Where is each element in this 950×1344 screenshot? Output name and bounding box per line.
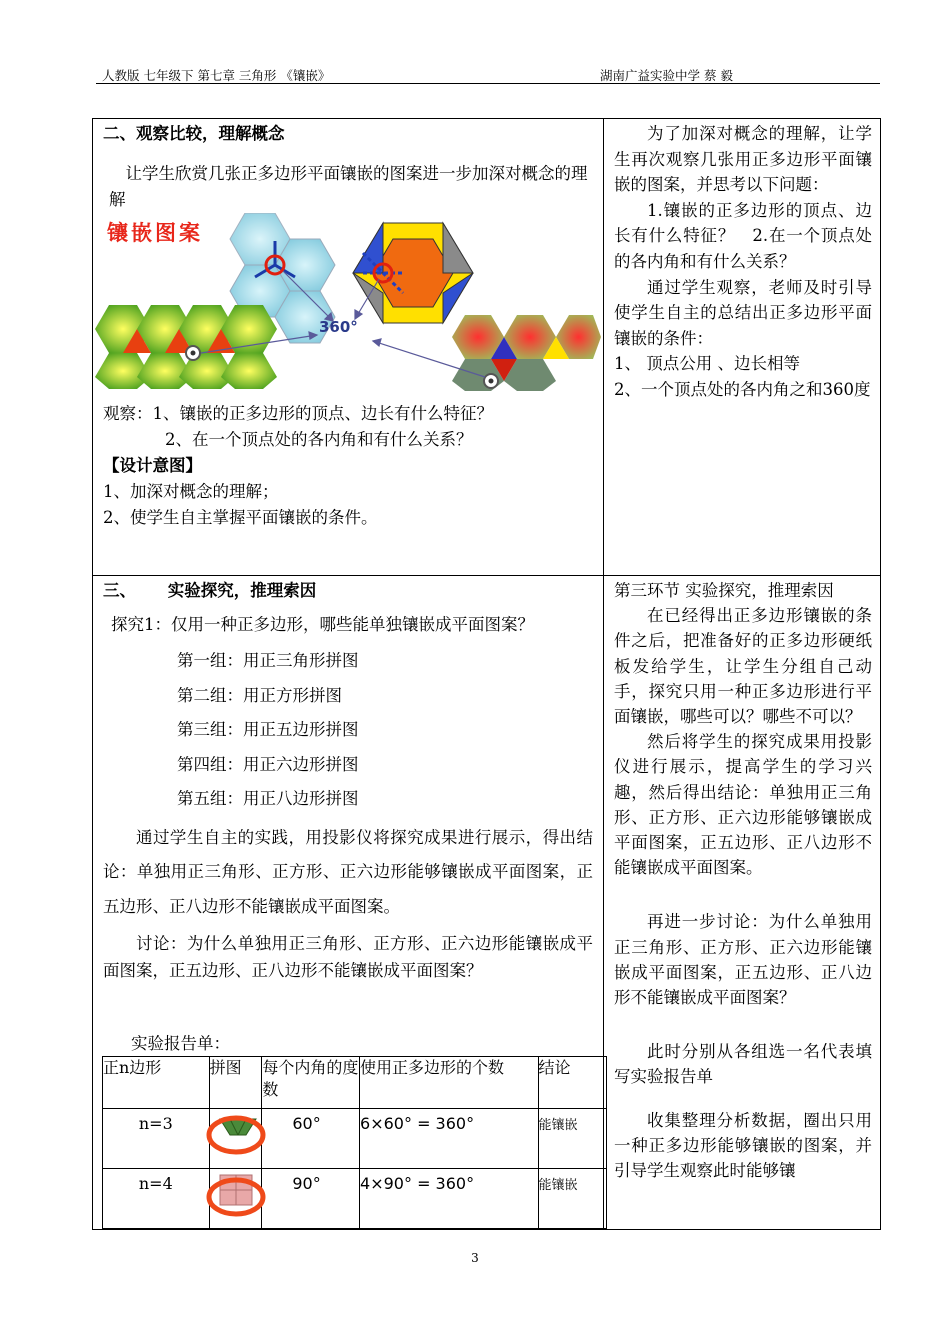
report-title: 实验报告单： [131, 1034, 230, 1053]
header-rule [96, 83, 880, 84]
green-hexagon-pattern [95, 305, 277, 389]
section3-cell [93, 576, 604, 1230]
triangle-tile-icon [206, 1113, 270, 1163]
report-n3: n=3 [103, 1109, 210, 1169]
report-h-count: 使用正多边形的个数 [360, 1057, 538, 1109]
header-left: 人教版 七年级下 第七章 三角形 《镶嵌》 [102, 68, 331, 83]
section2-intro: 让学生欣赏几张正多边形平面镶嵌的图案进一步加深对概念的理解 [109, 164, 588, 209]
group-list [93, 638, 603, 817]
report-row-4 [103, 1169, 607, 1229]
row-section-2 [93, 119, 881, 576]
section2-notes [604, 119, 881, 576]
triangle-hexagon-pattern [353, 223, 473, 323]
observe-1: 观察：1、镶嵌的正多边形的顶点、边长有什么特征？ [103, 404, 493, 423]
report-result3: 能镶嵌 [538, 1109, 607, 1169]
section3-title-text: 实验探究，推理索因 [167, 581, 317, 600]
section3-num: 三、 [103, 581, 136, 600]
report-tile-triangle [209, 1109, 262, 1169]
report-table [102, 1056, 607, 1229]
square-tile-icon [206, 1171, 270, 1227]
report-h-angle: 每个内角的度数 [262, 1057, 360, 1109]
notes2-p1: 为了加深对概念的理解，让学生再次观察几张用正多边形平面镶嵌的图案，并思考以下问题： [614, 124, 872, 195]
page-header [96, 66, 880, 84]
notes2-p4: 1、 顶点公用 、边长相等 [614, 354, 800, 374]
report-angle4: 90° [262, 1169, 360, 1229]
design-1: 1、加深对概念的理解； [103, 482, 279, 501]
report-n4: n=4 [103, 1169, 210, 1229]
report-count4: 4×90° = 360° [360, 1169, 538, 1229]
notes2-p3: 通过学生观察，老师及时引导使学生自主的总结出正多边形平面镶嵌的条件： [614, 277, 872, 348]
notes3-p1: 在已经得出正多边形镶嵌的条件之后，把准备好的正多边形硬纸板发给学生，让学生分组自己动手，探究只用一种正多边形进行平面镶嵌，哪些可以？哪些不可以？ [614, 606, 872, 727]
notes3-p4: 此时分别从各组选一名代表填写实验报告单 [614, 1042, 872, 1087]
report-h-result: 结论 [538, 1057, 607, 1109]
group-5: 第五组：用正八边形拼图 [177, 789, 359, 808]
group-2: 第二组：用正方形拼图 [177, 685, 342, 705]
report-angle3: 60° [262, 1109, 360, 1169]
notes3-p3: 再进一步讨论：为什么单独用正三角形、正方形、正六边形能镶嵌成平面图案，正五边形、正八边形不能镶嵌成平面图案？ [614, 912, 872, 1008]
report-count3: 6×60° = 360° [360, 1109, 538, 1169]
section2-title: 二、观察比较，理解概念 [103, 124, 285, 143]
lesson-table [92, 118, 881, 1230]
report-row-3 [103, 1109, 607, 1169]
report-result4: 能镶嵌 [538, 1169, 607, 1229]
report-h-n: 正n边形 [103, 1057, 210, 1109]
group-3: 第三组：用正五边形拼图 [177, 720, 359, 739]
red-hexagon-pattern [452, 315, 601, 391]
section3-notes [604, 576, 881, 1230]
notes3-p2: 然后将学生的探究成果用投影仪进行展示，提高学生的学习兴趣，然后得出结论：单独用正三角形、正方形、正六边形能够镶嵌成平面图案，正五边形、正八边形不能镶嵌成平面图案。 [614, 732, 872, 878]
notes2-p5: 2、一个顶点处的各内角之和360度 [614, 379, 871, 399]
group-4: 第四组：用正六边形拼图 [177, 754, 359, 774]
design-2: 2、使学生自主掌握平面镶嵌的条件。 [103, 508, 378, 527]
report-header-row [103, 1057, 607, 1109]
page-number: 3 [471, 1251, 479, 1265]
notes3-p0: 第三环节 实验探究，推理索因 [614, 581, 834, 600]
explore-1: 探究1：仅用一种正多边形，哪些能单独镶嵌成平面图案？ [111, 615, 534, 634]
section3-conclusion: 通过学生自主的实践，用投影仪将探究成果进行展示，得出结论：单独用正三角形、正方形、正六边形能够镶嵌成平面图案，正五边形、正八边形不能镶嵌成平面图案。 [103, 827, 593, 916]
figure-title: 镶嵌图案 [107, 221, 203, 245]
design-title: 【设计意图】 [103, 456, 202, 475]
report-h-tile: 拼图 [209, 1057, 262, 1109]
figure-label-360: 360° [319, 318, 358, 336]
observe-2: 2、在一个顶点处的各内角和有什么关系？ [165, 430, 473, 449]
section3-title [93, 576, 603, 604]
tessellation-svg [93, 213, 603, 391]
group-1: 第一组：用正三角形拼图 [177, 651, 359, 670]
notes2-p2: 1.镶嵌的正多边形的顶点、边长有什么特征？ 2.在一个顶点处的各内角和有什么关系？ [614, 200, 872, 271]
notes3-p5: 收集整理分析数据，圈出只用一种正多边形能够镶嵌的图案，并引导学生观察此时能够镶 [614, 1110, 872, 1181]
row-section-3 [93, 576, 881, 1230]
section2-cell [93, 119, 604, 576]
tessellation-figure [93, 213, 603, 391]
header-right: 湖南广益实验中学 蔡 毅 [600, 68, 733, 83]
report-tile-square [209, 1169, 262, 1229]
section3-discussion: 讨论：为什么单独用正三角形、正方形、正六边形能镶嵌成平面图案，正五边形、正八边形不能镶嵌成平面图案？ [103, 934, 593, 980]
